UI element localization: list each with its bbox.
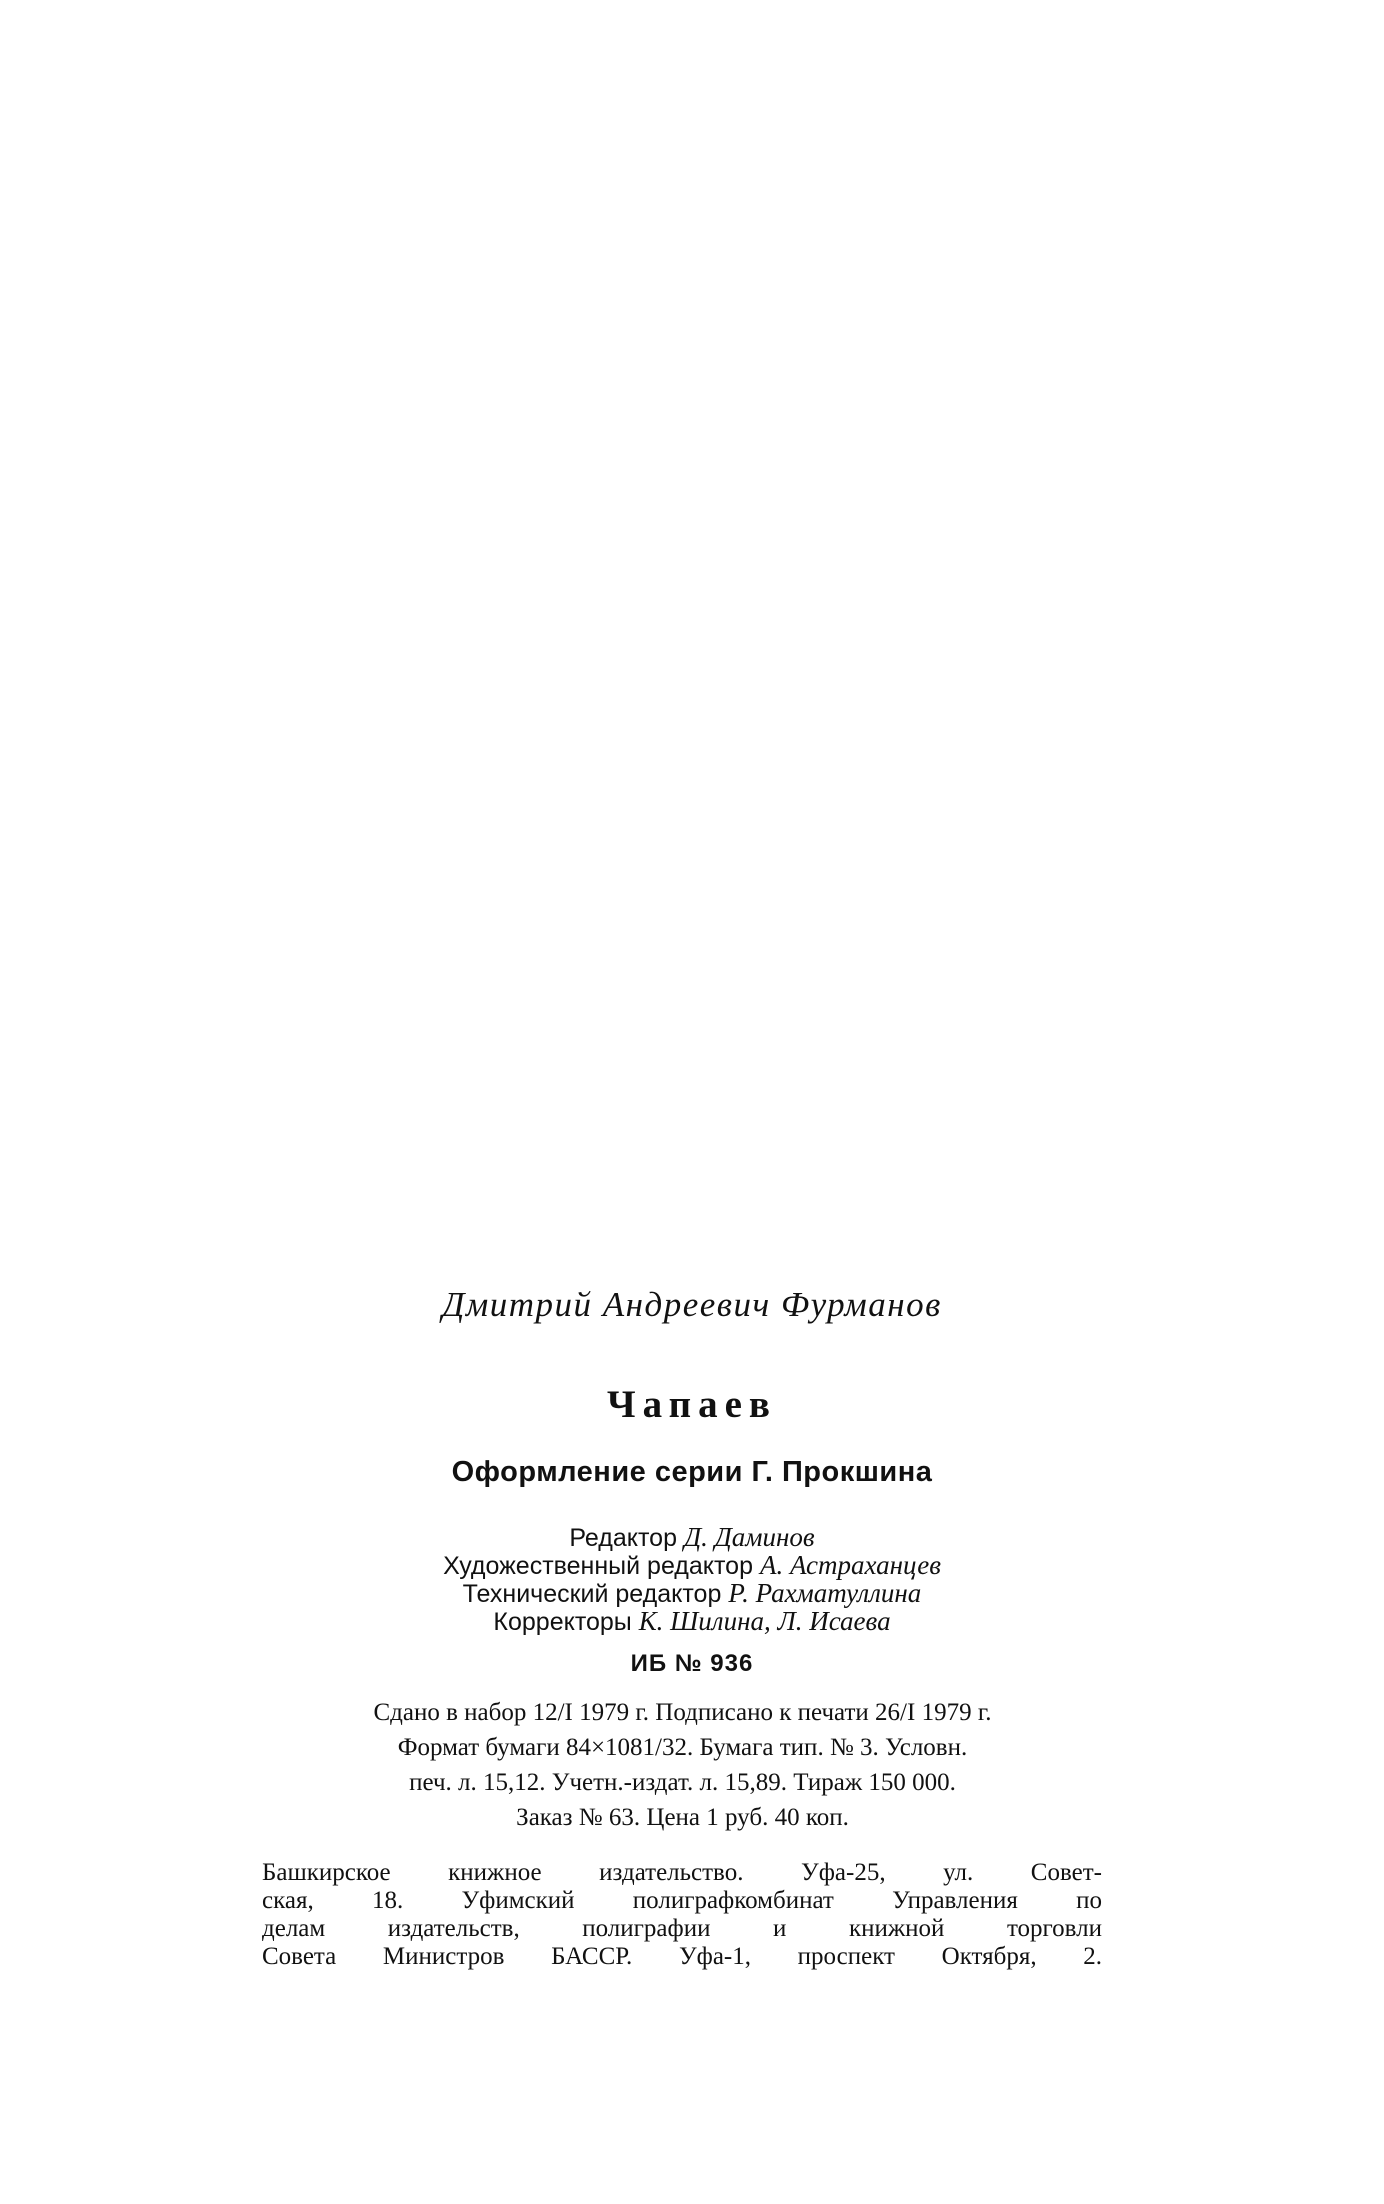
- credit-role: Технический редактор: [462, 1580, 722, 1608]
- credit-role: Редактор: [569, 1524, 677, 1552]
- publisher-info: [262, 1859, 1102, 1971]
- imprint-line: Заказ № 63. Цена 1 руб. 40 коп.: [516, 1804, 849, 1831]
- credit-name: Д. Даминов: [683, 1522, 815, 1552]
- publisher-line: Башкирское книжное издательство. Уфа-25, ул. Совет-: [262, 1859, 1102, 1886]
- publisher-line: делам издательств, полиграфии и книжной торговли: [262, 1915, 1102, 1942]
- credit-name: А. Астраханцев: [759, 1550, 941, 1580]
- credit-name: К. Шилина, Л. Исаева: [638, 1606, 891, 1636]
- imprint-line: Сдано в набор 12/I 1979 г. Подписано к печати 26/I 1979 г.: [373, 1699, 992, 1726]
- credit-line-proofreaders: [0, 1608, 1384, 1636]
- author-name: Дмитрий Андреевич Фурманов: [442, 1285, 942, 1324]
- series-design-credit: Оформление серии Г. Прокшина: [451, 1456, 933, 1488]
- credit-line-editor: [0, 1524, 1384, 1552]
- ib-number: ИБ № 936: [630, 1650, 754, 1677]
- publisher-line: ская, 18. Уфимский полиграфкомбинат Управления по: [262, 1887, 1102, 1914]
- imprint-line: Формат бумаги 84×1081/32. Бумага тип. № 3. Условн.: [397, 1734, 968, 1761]
- credit-role: Корректоры: [493, 1608, 632, 1636]
- book-title: Чапаев: [607, 1383, 777, 1426]
- credit-line-art-editor: [0, 1552, 1384, 1580]
- imprint-line: печ. л. 15,12. Учетн.-издат. л. 15,89. Тираж 150 000.: [409, 1769, 956, 1796]
- publisher-line: Совета Министров БАССР. Уфа-1, проспект Октября, 2.: [262, 1943, 1102, 1970]
- credit-name: Р. Рахматуллина: [728, 1578, 922, 1608]
- credit-line-technical-editor: [0, 1580, 1384, 1608]
- credit-role: Художественный редактор: [443, 1552, 753, 1580]
- credits-block: [0, 1524, 1384, 1636]
- imprint-block: [255, 1695, 1110, 1835]
